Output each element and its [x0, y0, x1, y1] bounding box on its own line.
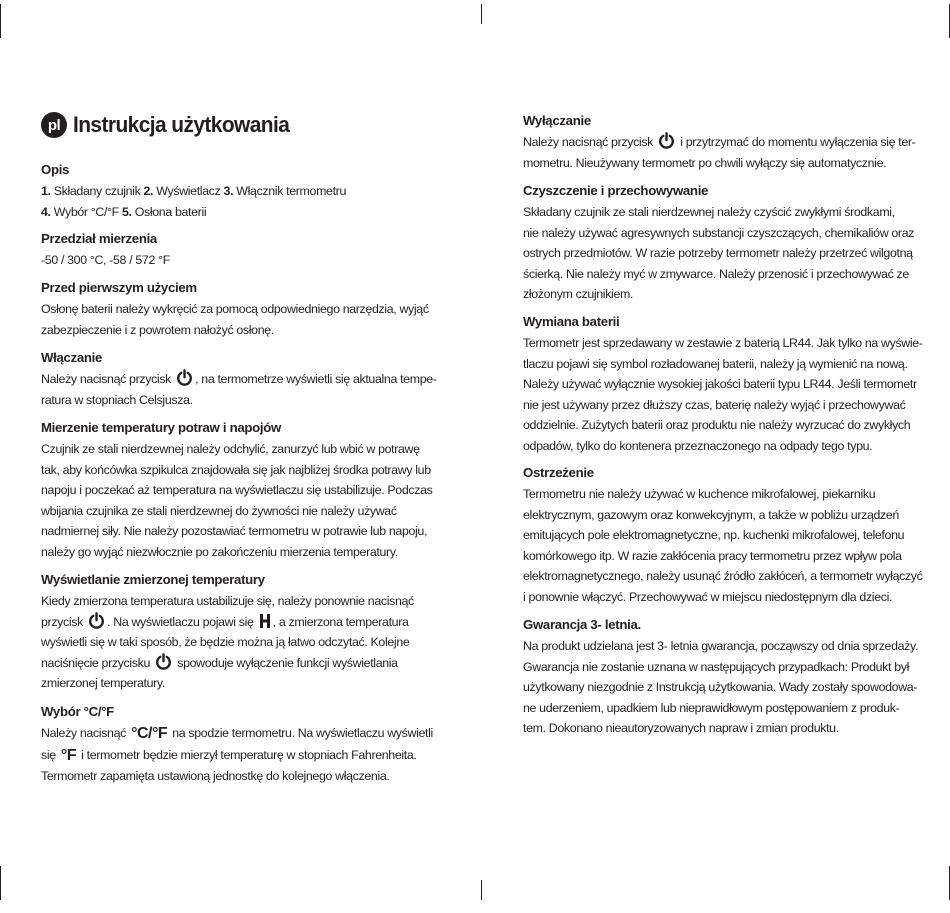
crop-mark-bottom-left: [0, 866, 1, 900]
section-text: Czujnik ze stali nierdzewnej należy odchylić, zanurzyć lub wbić w potrawę tak, aby końcówka szpikulca znajdowała się jak najbliżej środka potrawy lub napoju i poczekać aż temperatura na wyświetlaczu się ustabilizuje. Podczas wbijania czujnika ze stali nierdzewnej do żywności nie należy używać nadmiernej siły. Nie należy pozostawiać termometru w potrawie lub napoju, należy go wyjąć niezwłocznie po zakończeniu mierzenia temperatury.: [41, 442, 433, 559]
section-wymiana: [523, 313, 922, 457]
section-gwarancja: [523, 616, 922, 739]
crop-mark-bottom-center: [481, 880, 482, 900]
crop-mark-top-left: [0, 4, 1, 38]
section-wybor: [41, 703, 440, 787]
hold-h-icon: [259, 613, 271, 629]
section-text: Na produkt udzielana jest 3- letnia gwarancja, począwszy od dnia sprzedaży. Gwarancja nie zostanie uznana w następujących przypadkach: Produkt był użytkowany niezgodnie z Instrukcją użytkowania. Wady zostały spowodowa- ne uderzeniem, upadkiem lub nieprawidłowym postępowaniem z produk- tem. Dokonano nieautoryzowanych napraw i zmian produktu.: [523, 639, 919, 736]
section-text: Należy nacisnąć przycisk i przytrzymać do momentu wyłączenia się ter- mometru. Nieużywany termometr po chwili wyłączy się automatycznie.: [523, 132, 922, 173]
power-icon: [176, 369, 193, 386]
crop-mark-top-center: [481, 4, 482, 24]
power-icon: [88, 612, 105, 629]
section-ostrzezenie: [523, 464, 922, 608]
section-wyswietlanie: [41, 571, 440, 694]
section-heading: Gwarancja 3- letnia.: [523, 617, 641, 632]
section-text: Należy nacisnąć °C/°F na spodzie termometru. Na wyświetlaczu wyświetli się °F i termometr będzie mierzył temperaturę w stopniach Fahrenheita. Termometr zapamięta ustawioną jednostkę do kolejnego włączenia.: [41, 725, 433, 784]
section-heading: Przed pierwszym użyciem: [41, 280, 197, 295]
celsius-fahrenheit-icon: °C/°F: [131, 725, 168, 742]
power-icon: [155, 653, 172, 670]
title-text: Instrukcja użytkowania: [73, 112, 290, 137]
section-text: 1. Składany czujnik 2. Wyświetlacz 3. Włącznik termometru 4. Wybór °C/°F 5. Osłona baterii: [41, 184, 346, 219]
section-heading: Ostrzeżenie: [523, 465, 594, 480]
section-heading: Wymiana baterii: [523, 314, 620, 329]
section-wlaczanie: [41, 349, 440, 410]
section-czyszczenie: [523, 182, 922, 305]
section-wylaczanie: [523, 112, 922, 173]
section-heading: Wyłączanie: [523, 113, 591, 128]
section-text: Osłonę baterii należy wykręcić za pomocą odpowiedniego narzędzia, wyjąć zabezpieczenie i z powrotem nałożyć osłonę.: [41, 302, 429, 337]
section-heading: Włączanie: [41, 350, 103, 365]
section-heading: Wybór °C/°F: [41, 704, 114, 719]
section-przed-pierwszym: [41, 279, 440, 340]
section-text: Należy nacisnąć przycisk , na termometrze wyświetli się aktualna tempe- ratura w stopniach Celsjusza.: [41, 369, 440, 410]
section-heading: Mierzenie temperatury potraw i napojów: [41, 420, 281, 435]
section-text: -50 / 300 °C, -58 / 572 °F: [41, 253, 170, 267]
power-icon: [658, 132, 675, 149]
section-przedzial: [41, 230, 440, 271]
section-heading: Opis: [41, 162, 70, 177]
section-heading: Wyświetlanie zmierzonej temperatury: [41, 572, 265, 587]
section-text: Kiedy zmierzona temperatura ustabilizuje się, należy ponownie nacisnąć przycisk . Na wyświetlaczu pojawi się , a zmierzona temperatura wyświetli się w taki sposób, że będzie można ją łatwo odczytać. Kolejne naciśnięcie przycisku spowoduje wyłączenie funkcji wyświetlania zmierzonej temperatury.: [41, 594, 414, 691]
section-text: Składany czujnik ze stali nierdzewnej należy czyścić zwykłymi środkami, nie należy używać agresywnych substancji czyszczących, chemikaliów oraz ostrych przedmiotów. W razie potrzeby termometr należy przetrzeć wilgotną ścierką. Nie należy myć w zmywarce. Należy przenosić i przechowywać ze złożonym czujnikiem.: [523, 205, 915, 302]
language-badge: pl: [41, 112, 67, 138]
section-heading: Przedział mierzenia: [41, 231, 157, 246]
section-mierzenie: [41, 419, 440, 563]
section-opis: [41, 161, 440, 222]
section-heading: Czyszczenie i przechowywanie: [523, 183, 709, 198]
section-text: Termometr jest sprzedawany w zestawie z baterią LR44. Jak tylko na wyświe- tlaczu pojawi się symbol rozładowanej baterii, należy ją wymienić na nową. Należy używać wyłącznie wysokiej jakości baterii typu LR44. Jeśli termometr nie jest używany przez dłuższy czas, baterię należy wyjąć i przechowywać oddzielnie. Zużytych baterii oraz produktu nie należy wyrzucać do zwykłych odpadów, tylko do kontenera przeznaczonego na odpady tego typu.: [523, 336, 923, 453]
fahrenheit-icon: °F: [60, 746, 77, 764]
page-title: [41, 108, 301, 142]
section-text: Termometru nie należy używać w kuchence mikrofalowej, piekarniku elektrycznym, gazowym oraz konwekcyjnym, a także w pobliżu urządzeń emitujących pole elektromagnetyczne, np. kuchenki mikrofalowej, telefonu komórkowego itp. W razie zakłócenia pracy termometru przez wpływ pola elektromagnetycznego, należy usunąć źródło zakłóceń, a termometr wyłączyć i ponownie włączyć. Przechowywać w miejscu niedostępnym dla dzieci.: [523, 487, 923, 604]
